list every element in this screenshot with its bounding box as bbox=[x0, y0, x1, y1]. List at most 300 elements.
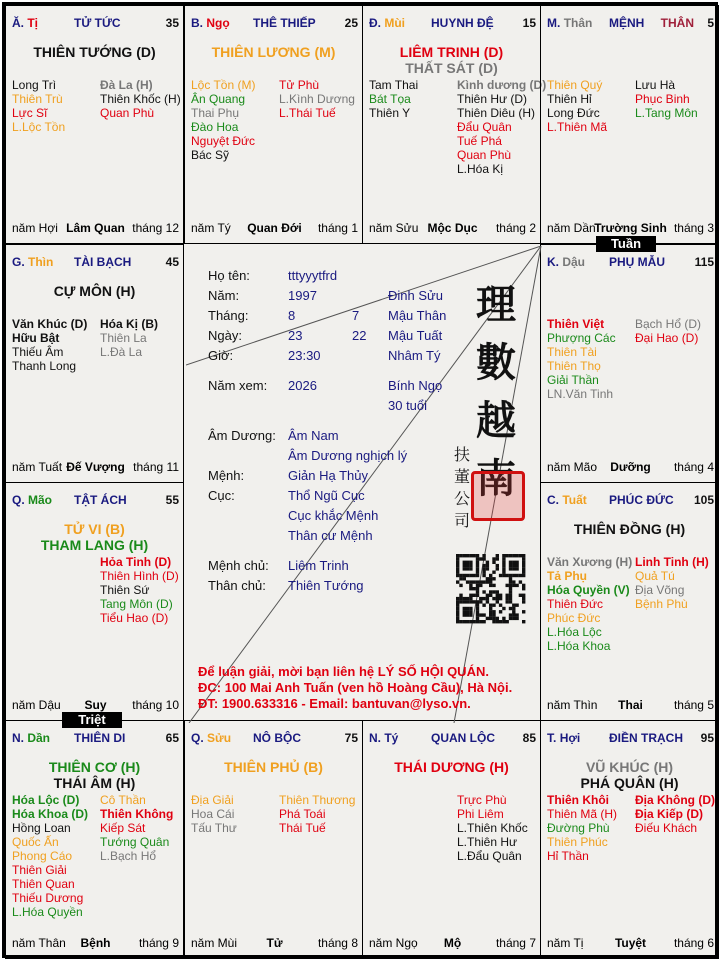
qr-module bbox=[482, 590, 485, 593]
minor-star: LN.Văn Tinh bbox=[547, 387, 614, 401]
qr-module bbox=[456, 564, 459, 567]
qr-module bbox=[476, 604, 479, 607]
qr-module bbox=[463, 561, 466, 564]
minor-stars-right bbox=[100, 555, 179, 625]
minor-stars-right bbox=[100, 793, 173, 863]
qr-module bbox=[499, 594, 502, 597]
palace-footer bbox=[12, 936, 179, 950]
palace-age: 55 bbox=[165, 493, 179, 507]
palace-branch bbox=[12, 731, 50, 745]
minor-star: L.Hóa Kị bbox=[457, 162, 504, 176]
month-label: tháng 9 bbox=[138, 936, 179, 950]
minor-star: L.Thiên Mã bbox=[547, 120, 608, 134]
minor-star: Thiên Diêu (H) bbox=[457, 106, 536, 120]
qr-module bbox=[489, 610, 492, 613]
minor-stars-left bbox=[547, 317, 616, 401]
palace-header bbox=[12, 16, 179, 32]
qr-module bbox=[463, 607, 466, 610]
qr-module bbox=[506, 597, 509, 600]
branch-label: Sửu bbox=[207, 731, 232, 745]
contact-line-1: Để luận giải, mời bạn liên hệ LÝ SỐ HỘI QUÁN. bbox=[198, 664, 489, 679]
palace-footer bbox=[547, 936, 714, 950]
qr-module bbox=[496, 620, 499, 623]
minor-stars-right bbox=[635, 555, 709, 611]
qr-module bbox=[469, 610, 472, 613]
qr-module bbox=[502, 620, 505, 623]
life-stage: Suy bbox=[84, 698, 107, 712]
minor-star: Hỉ Thần bbox=[547, 849, 589, 863]
hour-label: Giờ: bbox=[208, 348, 234, 363]
center-info-panel bbox=[186, 246, 543, 723]
qr-module bbox=[469, 567, 472, 570]
minor-star: Thiên Việt bbox=[547, 317, 605, 331]
qr-module bbox=[519, 580, 522, 583]
qr-module bbox=[522, 561, 525, 564]
qr-module bbox=[469, 564, 472, 567]
qr-module bbox=[512, 574, 515, 577]
main-stars bbox=[541, 759, 718, 791]
qr-module bbox=[473, 600, 476, 603]
qr-module bbox=[502, 574, 505, 577]
month-lunar: 7 bbox=[352, 308, 360, 323]
qr-module bbox=[479, 580, 482, 583]
qr-module bbox=[482, 574, 485, 577]
minor-star: Thiên Sứ bbox=[100, 583, 150, 597]
main-star: THIÊN LƯƠNG (M) bbox=[211, 44, 336, 60]
age-value: 30 tuổi bbox=[388, 398, 428, 413]
qr-module bbox=[482, 564, 485, 567]
qr-module bbox=[509, 584, 512, 587]
than-chu-label: Thân chủ: bbox=[208, 578, 266, 593]
qr-module bbox=[502, 554, 505, 557]
main-stars bbox=[363, 759, 540, 775]
minor-star: Thiếu Dương bbox=[12, 891, 84, 905]
qr-module bbox=[522, 554, 525, 557]
palace-name: TÀI BẠCH bbox=[74, 255, 132, 269]
main-star: PHÁ QUÂN (H) bbox=[580, 775, 679, 791]
main-star: THẤT SÁT (D) bbox=[405, 60, 498, 76]
name-value: tttyyytfrd bbox=[288, 268, 338, 283]
minor-star: Thiên Quý bbox=[547, 78, 603, 92]
palace-cell[interactable] bbox=[5, 244, 184, 483]
qr-module bbox=[522, 584, 525, 587]
qr-module bbox=[463, 597, 466, 600]
qr-module bbox=[499, 574, 502, 577]
palace-name: QUAN LỘC bbox=[431, 731, 495, 745]
palace-branch bbox=[12, 255, 53, 269]
palace-name: NÔ BỘC bbox=[253, 731, 301, 745]
qr-module bbox=[466, 561, 469, 564]
qr-module bbox=[466, 607, 469, 610]
qr-module bbox=[509, 594, 512, 597]
qr-module bbox=[476, 594, 479, 597]
main-stars bbox=[363, 44, 540, 76]
qr-module bbox=[459, 584, 462, 587]
minor-star: L.Kình Dương bbox=[279, 92, 355, 106]
main-star: CỰ MÔN (H) bbox=[53, 283, 136, 299]
qr-module bbox=[522, 574, 525, 577]
minor-star: Địa Kiếp (D) bbox=[635, 807, 704, 821]
month-label: tháng 11 bbox=[133, 460, 179, 474]
minor-star: Văn Khúc (D) bbox=[12, 317, 88, 331]
qr-module bbox=[476, 567, 479, 570]
qr-module bbox=[515, 567, 518, 570]
palace-age: 15 bbox=[522, 16, 536, 30]
qr-module bbox=[459, 600, 462, 603]
qr-module bbox=[482, 613, 485, 616]
minor-stars-right bbox=[279, 78, 355, 120]
minor-star: Thiên Quan bbox=[12, 877, 75, 891]
qr-module bbox=[506, 554, 509, 557]
year-label: Năm: bbox=[208, 288, 240, 303]
palace-branch bbox=[191, 16, 230, 30]
qr-module bbox=[469, 607, 472, 610]
branch-label: Tý bbox=[384, 731, 399, 745]
minor-star: Thai Phụ bbox=[191, 106, 240, 120]
palace-name: PHÚC ĐỨC bbox=[609, 493, 674, 507]
palace-name: ĐIỀN TRẠCH bbox=[609, 731, 683, 745]
qr-module bbox=[506, 594, 509, 597]
qr-module bbox=[489, 594, 492, 597]
palace-cell[interactable] bbox=[184, 5, 363, 244]
qr-module bbox=[496, 617, 499, 620]
palace-name: HUYNH ĐỆ bbox=[431, 16, 494, 30]
qr-module bbox=[489, 580, 492, 583]
qr-module bbox=[509, 617, 512, 620]
qr-module bbox=[496, 590, 499, 593]
qr-module bbox=[463, 574, 466, 577]
qr-module bbox=[512, 617, 515, 620]
minor-star: Kình dương (D) bbox=[457, 78, 547, 92]
qr-code[interactable] bbox=[456, 554, 526, 624]
minor-star: Thiên Mã (H) bbox=[547, 807, 618, 821]
qr-module bbox=[466, 600, 469, 603]
branch-label: Dần bbox=[27, 731, 51, 745]
palace-branch bbox=[191, 731, 231, 745]
qr-module bbox=[463, 613, 466, 616]
palace-branch bbox=[369, 731, 398, 745]
minor-star: Kiếp Sát bbox=[100, 821, 146, 835]
qr-module bbox=[502, 571, 505, 574]
qr-module bbox=[512, 584, 515, 587]
minor-star: Thiên Hư (D) bbox=[457, 92, 528, 106]
qr-module bbox=[515, 574, 518, 577]
palace-name: TỬ TỨC bbox=[74, 16, 121, 30]
month-label: tháng 7 bbox=[495, 936, 536, 950]
main-star: TỬ VI (B) bbox=[64, 521, 125, 537]
palace-footer bbox=[12, 221, 179, 235]
qr-module bbox=[456, 571, 459, 574]
minor-star: Phục Binh bbox=[635, 92, 690, 106]
palace-branch bbox=[547, 731, 580, 745]
view-year-label: Năm xem: bbox=[208, 378, 268, 393]
stem-label: N. bbox=[12, 731, 24, 745]
minor-star: Hóa Lộc (D) bbox=[12, 793, 80, 807]
qr-module bbox=[463, 554, 466, 557]
branch-label: Ngọ bbox=[206, 16, 230, 30]
amduong-label: Âm Dương: bbox=[208, 428, 276, 443]
palace-header bbox=[547, 493, 714, 509]
month-label: Tháng: bbox=[208, 308, 249, 323]
stem-label: T. bbox=[547, 731, 557, 745]
qr-module bbox=[456, 597, 459, 600]
minor-star: Thiếu Âm bbox=[12, 345, 64, 359]
qr-module bbox=[496, 564, 499, 567]
qr-module bbox=[482, 557, 485, 560]
year-can-chi: Đinh Sửu bbox=[388, 288, 443, 303]
qr-module bbox=[466, 620, 469, 623]
life-stage: Tử bbox=[266, 936, 283, 950]
main-star: THAM LANG (H) bbox=[40, 537, 149, 553]
amduong-note: Âm Dương nghịch lý bbox=[288, 448, 408, 463]
minor-star: Lực Sĩ bbox=[12, 106, 48, 120]
qr-module bbox=[522, 564, 525, 567]
palace-cell[interactable] bbox=[184, 720, 363, 959]
chart-board bbox=[2, 2, 718, 958]
qr-module bbox=[473, 554, 476, 557]
qr-module bbox=[476, 561, 479, 564]
qr-module bbox=[469, 584, 472, 587]
qr-module bbox=[499, 620, 502, 623]
minor-star: Thiên Không bbox=[100, 807, 174, 821]
branch-label: Hợi bbox=[559, 731, 581, 745]
month-label: tháng 2 bbox=[495, 221, 536, 235]
qr-module bbox=[473, 574, 476, 577]
qr-module bbox=[519, 554, 522, 557]
branch-label: Tuất bbox=[562, 493, 587, 507]
main-stars bbox=[6, 759, 183, 791]
minor-star: Địa Không (D) bbox=[635, 793, 715, 807]
qr-module bbox=[466, 613, 469, 616]
qr-module bbox=[459, 554, 462, 557]
qr-module bbox=[476, 574, 479, 577]
month-label: tháng 3 bbox=[673, 221, 714, 235]
qr-module bbox=[476, 590, 479, 593]
qr-module bbox=[512, 554, 515, 557]
company-seal-text: 扶 董 公 司 bbox=[454, 445, 471, 530]
name-label: Họ tên: bbox=[208, 268, 250, 283]
palace-cell[interactable] bbox=[5, 720, 184, 959]
qr-module bbox=[496, 567, 499, 570]
qr-module bbox=[476, 554, 479, 557]
minor-star: Đà La (H) bbox=[100, 78, 153, 92]
qr-module bbox=[456, 557, 459, 560]
palace-footer bbox=[191, 221, 358, 235]
palace-cell[interactable] bbox=[5, 482, 184, 721]
qr-module bbox=[456, 561, 459, 564]
minor-star: Thiên Đức bbox=[547, 597, 604, 611]
minor-star: Hóa Quyền (V) bbox=[547, 583, 630, 597]
palace-cell[interactable] bbox=[540, 720, 719, 959]
palace-header bbox=[369, 16, 536, 32]
palace-age: 35 bbox=[165, 16, 179, 30]
minor-star: Quan Phù bbox=[100, 106, 155, 120]
calligraphy-logo: 理 數 越 南 bbox=[476, 281, 516, 502]
qr-module bbox=[512, 567, 515, 570]
qr-module bbox=[522, 620, 525, 623]
minor-star: Thiên Khôi bbox=[547, 793, 609, 807]
minor-star: Hoa Cái bbox=[191, 807, 235, 821]
minor-star: Tử Phù bbox=[279, 78, 320, 92]
qr-module bbox=[456, 567, 459, 570]
than-chu-value: Thiên Tướng bbox=[288, 578, 364, 593]
qr-module bbox=[496, 600, 499, 603]
minor-star: Tang Môn (D) bbox=[100, 597, 173, 611]
qr-module bbox=[466, 574, 469, 577]
qr-module bbox=[473, 620, 476, 623]
month-label: tháng 5 bbox=[673, 698, 714, 712]
qr-module bbox=[463, 600, 466, 603]
minor-star: Quả Tú bbox=[635, 569, 675, 583]
qr-module bbox=[466, 564, 469, 567]
minor-star: L.Bạch Hổ bbox=[100, 849, 157, 863]
qr-module bbox=[502, 617, 505, 620]
palace-footer bbox=[547, 221, 714, 235]
minor-stars-left bbox=[191, 793, 237, 835]
cuc-value: Thổ Ngũ Cục bbox=[288, 488, 365, 503]
life-stage: Bệnh bbox=[80, 936, 111, 950]
qr-module bbox=[522, 610, 525, 613]
minor-star: Thái Tuế bbox=[279, 821, 326, 835]
qr-module bbox=[509, 580, 512, 583]
qr-module bbox=[492, 590, 495, 593]
palace-footer bbox=[369, 221, 536, 235]
qr-module bbox=[456, 600, 459, 603]
minor-stars-left bbox=[547, 793, 617, 863]
minor-star: Đào Hoa bbox=[191, 120, 239, 134]
main-star: THÁI DƯƠNG (H) bbox=[394, 759, 509, 775]
palace-name: TẬT ÁCH bbox=[74, 493, 127, 507]
palace-age: 75 bbox=[344, 731, 358, 745]
minor-star: Thiên Thọ bbox=[547, 359, 601, 373]
qr-module bbox=[509, 577, 512, 580]
year-branch: năm Dậu bbox=[12, 698, 61, 712]
qr-module bbox=[482, 567, 485, 570]
minor-star: Lưu Hà bbox=[635, 78, 676, 92]
qr-module bbox=[509, 574, 512, 577]
qr-module bbox=[469, 561, 472, 564]
year-branch: năm Thìn bbox=[547, 698, 598, 712]
palace-footer bbox=[12, 698, 179, 712]
palace-age: 85 bbox=[522, 731, 536, 745]
palace-age: 25 bbox=[344, 16, 358, 30]
minor-star: Tấu Thư bbox=[191, 821, 237, 835]
qr-module bbox=[476, 617, 479, 620]
qr-module bbox=[482, 620, 485, 623]
palace-header bbox=[547, 16, 714, 32]
qr-module bbox=[486, 580, 489, 583]
hour-can-chi: Nhâm Tý bbox=[388, 348, 441, 363]
qr-module bbox=[496, 594, 499, 597]
minor-stars-right bbox=[635, 78, 698, 120]
main-stars bbox=[185, 44, 362, 60]
minor-star: Phi Liêm bbox=[457, 807, 504, 821]
minor-star: Quốc Ấn bbox=[12, 835, 59, 849]
qr-module bbox=[509, 590, 512, 593]
qr-module bbox=[486, 617, 489, 620]
minor-star: Tam Thai bbox=[369, 78, 419, 92]
qr-module bbox=[469, 574, 472, 577]
qr-module bbox=[506, 584, 509, 587]
qr-module bbox=[473, 580, 476, 583]
qr-module bbox=[466, 597, 469, 600]
palace-cell[interactable] bbox=[540, 5, 719, 244]
minor-star: L.Đà La bbox=[100, 345, 143, 359]
minor-star: Thiên Khốc (H) bbox=[100, 92, 181, 106]
minor-star: L.Tang Môn bbox=[635, 106, 698, 120]
palace-branch bbox=[12, 16, 38, 30]
tuan-marker: Tuần bbox=[596, 236, 656, 252]
palace-cell[interactable] bbox=[540, 244, 719, 483]
qr-module bbox=[469, 580, 472, 583]
qr-module bbox=[502, 607, 505, 610]
qr-module bbox=[482, 554, 485, 557]
minor-star: Bát Tọa bbox=[369, 92, 411, 106]
minor-star: Địa Võng bbox=[635, 583, 685, 597]
branch-label: Mão bbox=[28, 493, 53, 507]
day-solar: 23 bbox=[288, 328, 303, 343]
life-stage: Mộ bbox=[443, 936, 462, 950]
qr-module bbox=[502, 564, 505, 567]
qr-module bbox=[456, 554, 459, 557]
main-star: THÁI ÂM (H) bbox=[53, 775, 136, 791]
qr-module bbox=[456, 613, 459, 616]
branch-label: Tị bbox=[27, 16, 39, 30]
minor-star: Thiên Giải bbox=[12, 863, 67, 877]
qr-module bbox=[522, 594, 525, 597]
year-branch: năm Tị bbox=[547, 936, 584, 950]
qr-module bbox=[476, 620, 479, 623]
palace-cell[interactable] bbox=[362, 5, 547, 244]
qr-module bbox=[486, 567, 489, 570]
year-branch: năm Hợi bbox=[12, 221, 58, 235]
qr-module bbox=[456, 574, 459, 577]
month-label: tháng 8 bbox=[317, 936, 358, 950]
minor-star: Thiên Phúc bbox=[547, 835, 608, 849]
than-marker: THÂN bbox=[660, 16, 694, 30]
qr-module bbox=[509, 600, 512, 603]
qr-module bbox=[479, 613, 482, 616]
minor-star: Đại Hao (D) bbox=[635, 331, 699, 345]
minor-star: Bạch Hổ (D) bbox=[635, 317, 702, 331]
palace-branch bbox=[547, 255, 585, 269]
minor-star: L.Hóa Quyền bbox=[12, 905, 83, 919]
qr-module bbox=[509, 597, 512, 600]
qr-module bbox=[469, 600, 472, 603]
minor-stars-left bbox=[369, 78, 418, 120]
stem-label: K. bbox=[547, 255, 559, 269]
palace-header bbox=[369, 731, 536, 747]
palace-header bbox=[12, 731, 179, 747]
main-star: THIÊN TƯỚNG (D) bbox=[33, 44, 156, 60]
qr-module bbox=[479, 557, 482, 560]
palace-footer bbox=[547, 698, 714, 712]
qr-module bbox=[489, 584, 492, 587]
qr-module bbox=[506, 574, 509, 577]
palace-cell[interactable] bbox=[5, 5, 184, 244]
palace-age: 115 bbox=[694, 255, 714, 269]
minor-star: Tướng Quân bbox=[100, 835, 170, 849]
minor-stars-right bbox=[100, 78, 181, 120]
palace-branch bbox=[547, 16, 592, 30]
stem-label: Q. bbox=[12, 493, 25, 507]
palace-cell[interactable] bbox=[362, 720, 541, 959]
qr-module bbox=[509, 567, 512, 570]
life-stage: Tuyệt bbox=[614, 936, 647, 950]
minor-star: Đẩu Quân bbox=[457, 120, 512, 134]
main-star: LIÊM TRINH (D) bbox=[399, 44, 504, 60]
palace-cell[interactable] bbox=[540, 482, 719, 721]
